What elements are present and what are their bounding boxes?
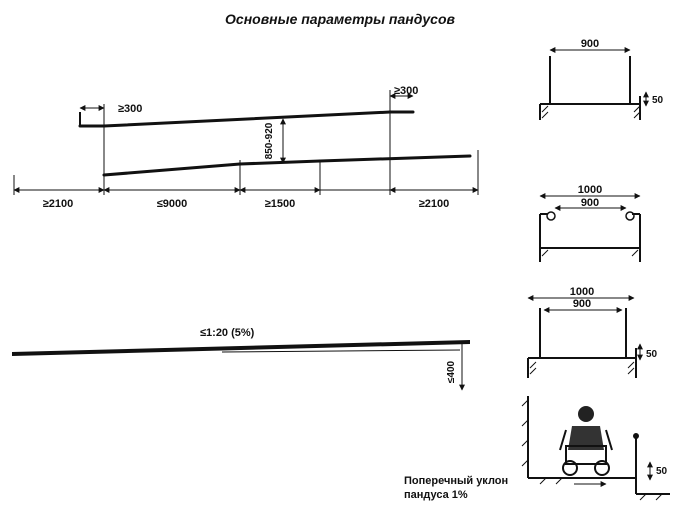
section-3-inner: 900 — [572, 298, 592, 310]
section-2-outer: 1000 — [577, 184, 603, 196]
section-4-curb: 50 — [656, 466, 668, 477]
section-4 — [522, 396, 670, 500]
cross-slope-note-line-1: Поперечный уклон — [404, 475, 509, 487]
ramp-elevation — [14, 85, 478, 210]
slope-edge-dim: ≤400 — [446, 360, 457, 384]
dim-bottom-4: ≥2100 — [418, 198, 450, 210]
dim-top-right: ≥300 — [394, 85, 419, 97]
section-1 — [540, 38, 664, 120]
section-3-outer: 1000 — [569, 286, 595, 298]
section-2-inner: 900 — [580, 197, 600, 209]
handrail-left-icon — [547, 212, 555, 220]
wheelchair-user-icon — [560, 406, 612, 475]
section-2 — [540, 184, 640, 262]
ground-hatch-icon — [542, 250, 638, 256]
section-3 — [528, 286, 658, 378]
cross-slope-note-line-2: пандуса 1% — [404, 489, 468, 501]
slope-ratio-label: ≤1:20 (5%) — [200, 327, 255, 339]
handrail-right-icon — [626, 212, 634, 220]
diagram-title: Основные параметры пандусов — [225, 11, 455, 27]
dim-height: 850-920 — [264, 122, 275, 160]
dim-bottom-1: ≥2100 — [42, 198, 74, 210]
section-1-curb: 50 — [652, 95, 664, 106]
ground-hatch-icon — [530, 362, 634, 374]
dim-bottom-2: ≤9000 — [156, 198, 188, 210]
dim-bottom-3: ≥1500 — [264, 198, 296, 210]
dim-top-left: ≥300 — [118, 103, 143, 115]
section-3-curb: 50 — [646, 349, 658, 360]
ground-hatch-icon — [542, 106, 640, 118]
slope-profile — [12, 327, 470, 390]
section-1-width: 900 — [580, 38, 600, 50]
